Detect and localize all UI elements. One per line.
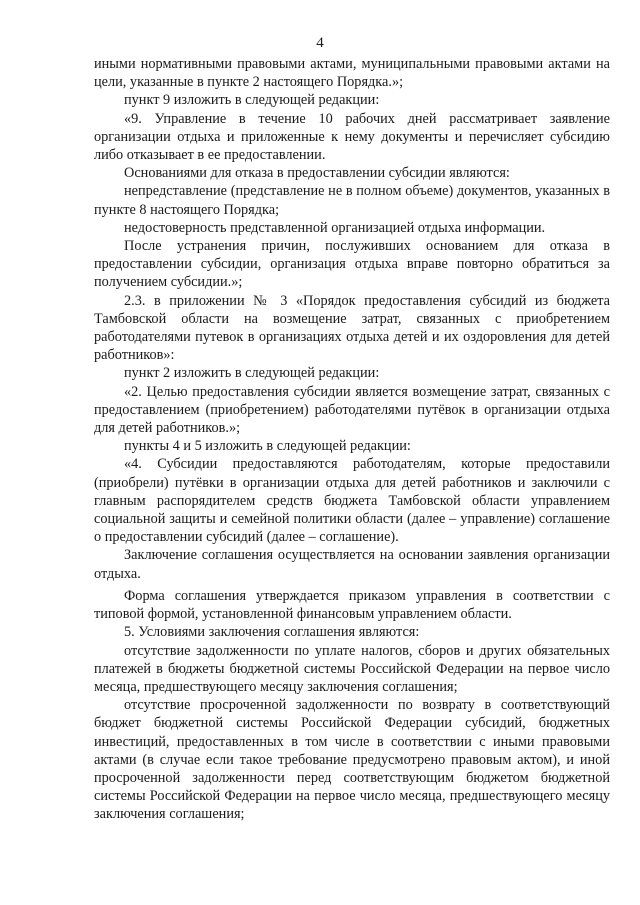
page-number: 4 xyxy=(316,35,324,51)
paragraph: 2.3. в приложении № 3 «Порядок предоставления субсидий из бюджета Тамбовской области на возмещение затрат, связанных с приобретением работодателями путевок в организациях отдыха детей и их оздоровления для детей работников»: xyxy=(94,292,610,364)
paragraph: непредставление (представление не в полном объеме) документов, указанных в пункте 8 настоящего Порядка; xyxy=(94,183,610,218)
paragraph: иными нормативными правовыми актами, муниципальными правовыми актами на цели, указанные в пункте 2 настоящего Порядка.»; xyxy=(94,56,610,91)
paragraph: «4. Субсидии предоставляются работодателям, которые предоставили (приобрели) путёвки в организации отдыха для детей работников и заключили с главным распорядителем средств бюджета Тамбовской области управлением социальной защиты и семейной политики области (далее – управление) соглашение о предоставлении субсидий (далее – соглашение). xyxy=(94,456,610,546)
paragraph: «9. Управление в течение 10 рабочих дней рассматривает заявление организации отдыха и приложенные к нему документы и перечисляет субсидию либо отказывает в ее предоставлении. xyxy=(94,110,610,164)
paragraph: пункт 9 изложить в следующей редакции: xyxy=(124,92,380,109)
paragraph: Заключение соглашения осуществляется на основании заявления организации отдыха. xyxy=(94,547,610,582)
paragraph: После устранения причин, послуживших основанием для отказа в предоставлении субсидии, организация отдыха вправе повторно обратиться за получением субсидии.»; xyxy=(94,238,610,291)
paragraph: недостоверность представленной организацией отдыха информации. xyxy=(124,219,546,236)
paragraph: пункт 2 изложить в следующей редакции: xyxy=(124,365,380,382)
paragraph: Форма соглашения утверждается приказом управления в соответствии с типовой формой, установленной финансовым управлением области. xyxy=(94,587,610,623)
paragraph: отсутствие задолженности по уплате налогов, сборов и других обязательных платежей в бюджеты бюджетной системы Российской Федерации на первое число месяца, предшествующего месяцу заключения соглашения; xyxy=(94,642,610,695)
paragraph: «2. Целью предоставления субсидии является возмещение затрат, связанных с предоставлением (приобретением) работодателями путёвок в организации отдыха для детей работников.»; xyxy=(94,383,610,437)
paragraph: Основаниями для отказа в предоставлении субсидии являются: xyxy=(124,165,510,182)
paragraph: 5. Условиями заключения соглашения являются: xyxy=(124,624,420,641)
paragraph: отсутствие просроченной задолженности по возврату в соответствующий бюджет бюджетной системы Российской Федерации субсидий, бюджетных инвестиций, предоставленных в том числе в соответствии с иными правовыми актами (в случае если такое требование предусмотрено правовым актом), и иной просроченной задолженности перед соответствующим бюджетом бюджетной системы Российской Федерации на первое число месяца, предшествующего месяцу заключения соглашения; xyxy=(94,697,610,823)
document-body xyxy=(94,55,610,824)
paragraph: пункты 4 и 5 изложить в следующей редакции: xyxy=(124,438,411,455)
